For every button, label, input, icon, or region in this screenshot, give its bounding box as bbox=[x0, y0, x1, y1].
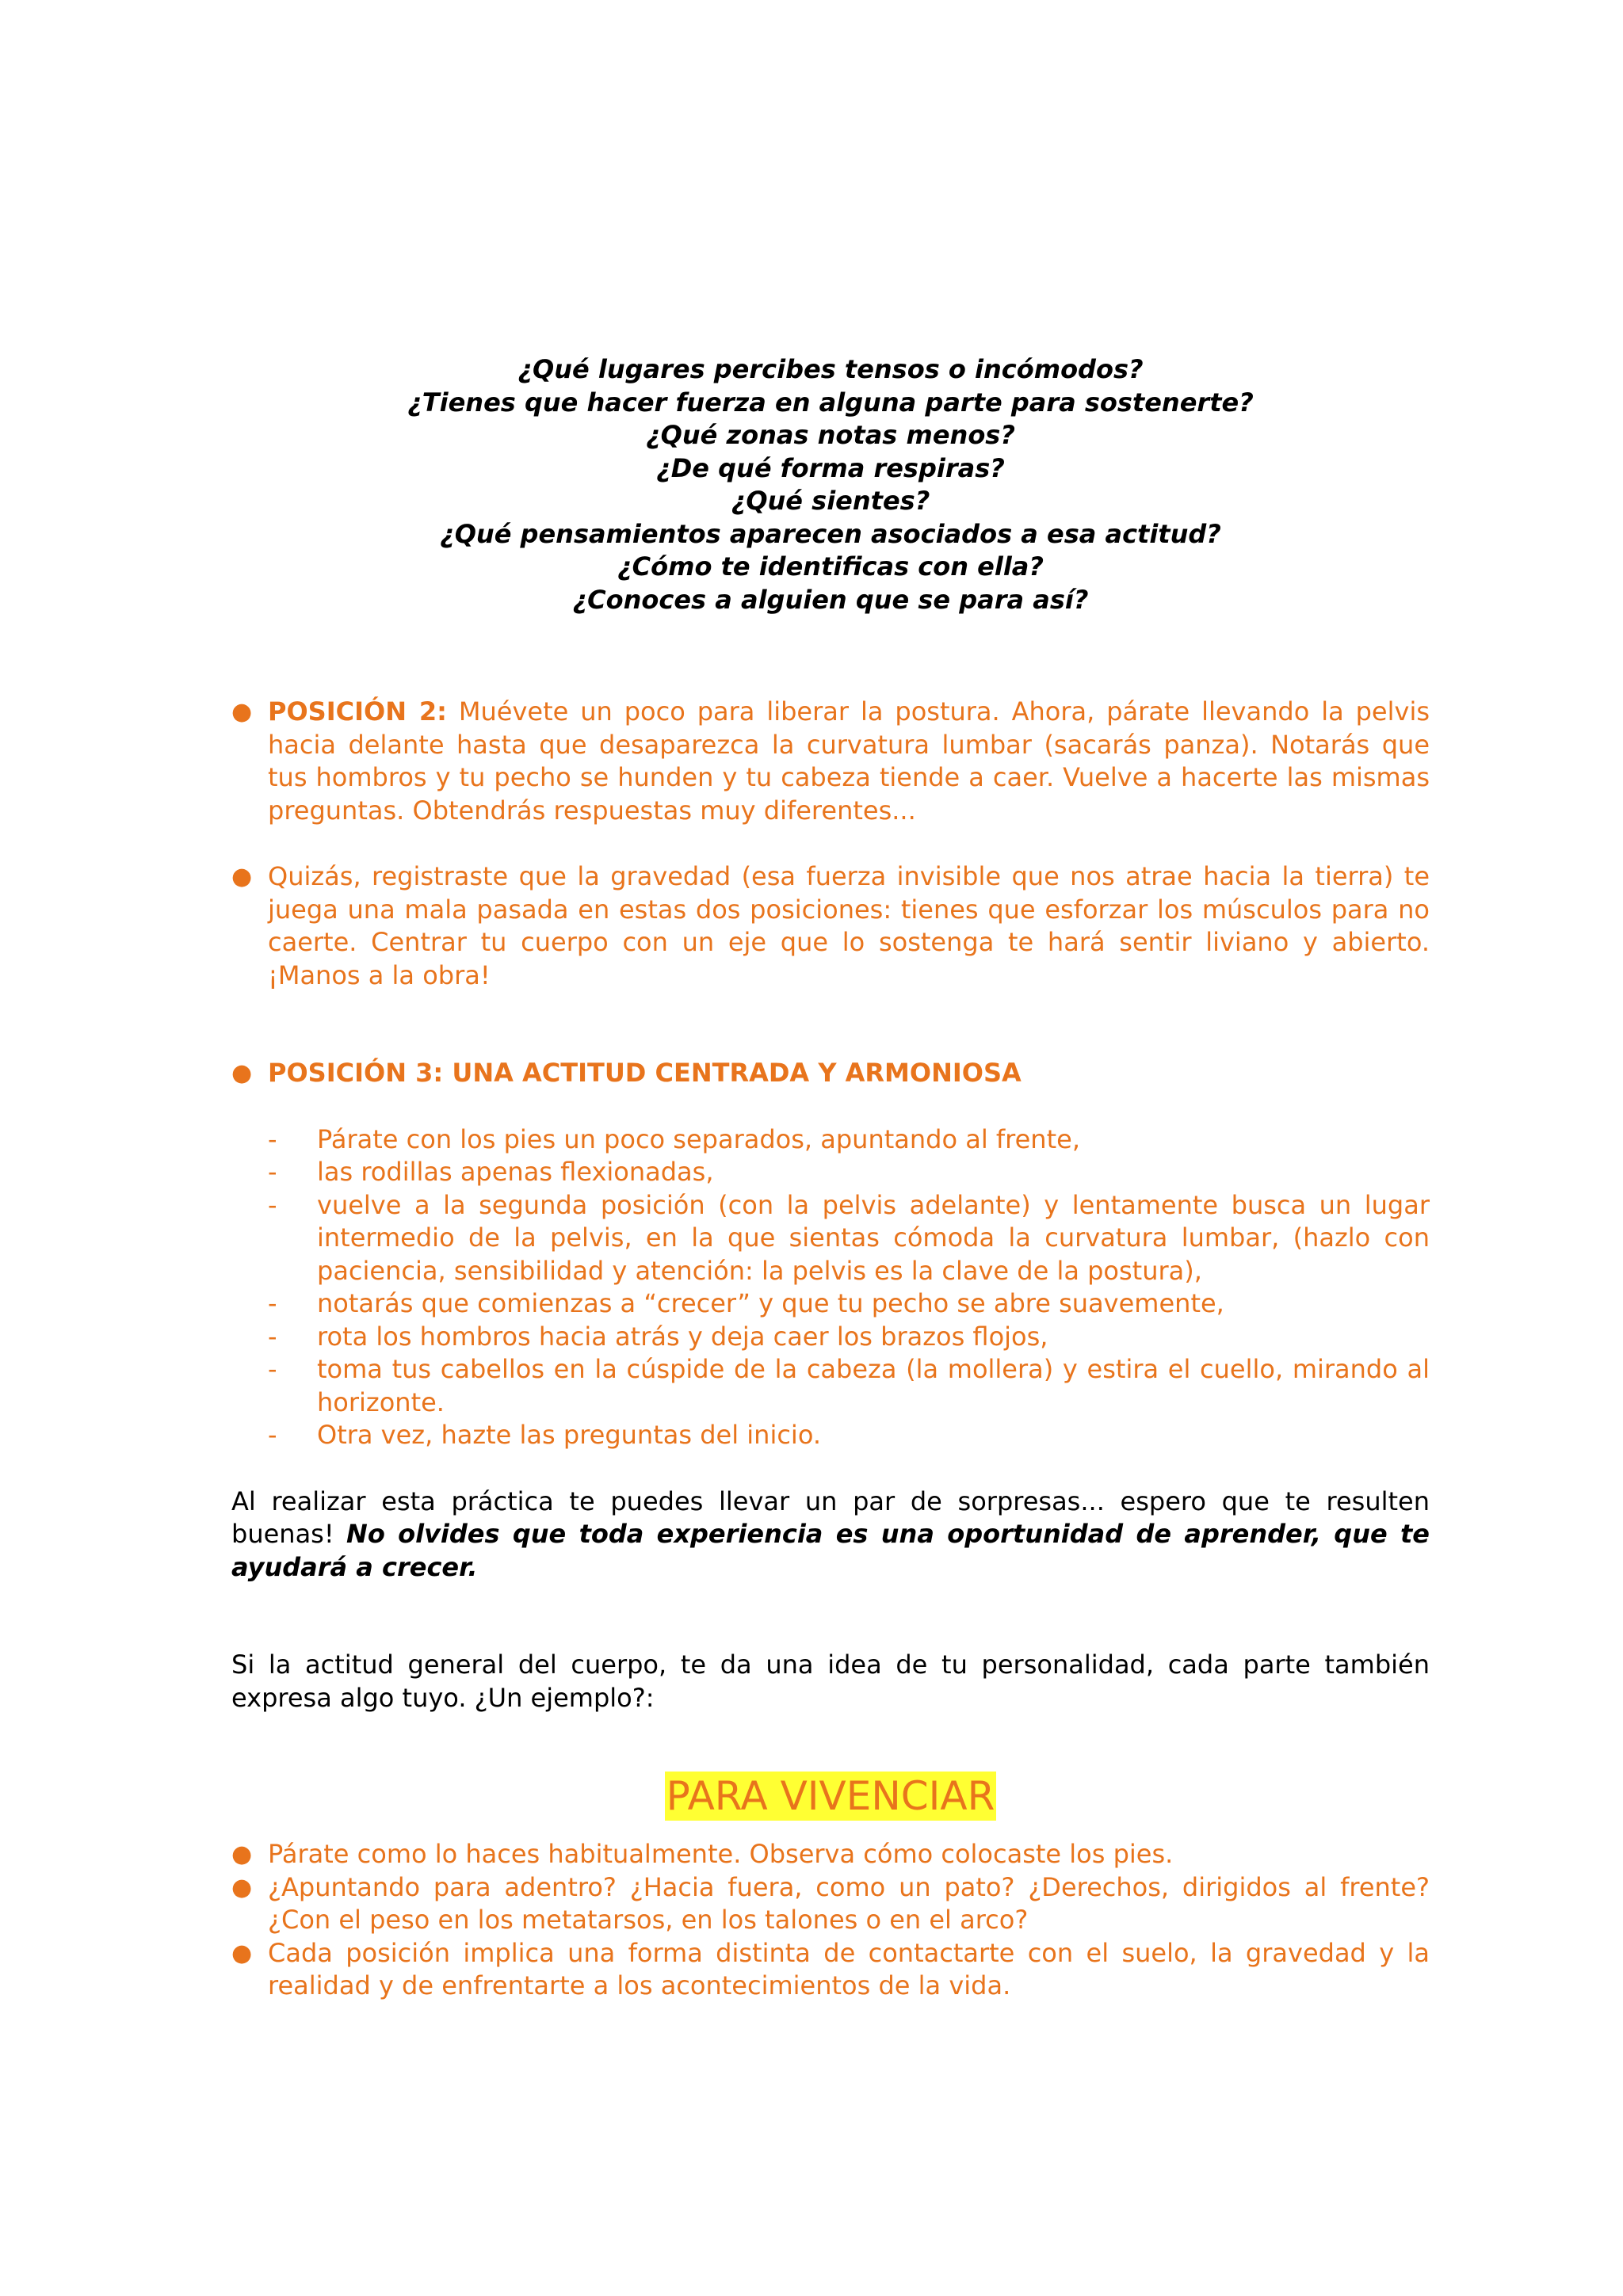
step-item: - Otra vez, hazte las preguntas del inicio. bbox=[268, 1419, 1430, 1452]
bullet-dot-icon: ● bbox=[231, 1840, 253, 1868]
question-item: ¿De qué forma respiras? bbox=[656, 452, 1005, 483]
conclusion-text: Al realizar esta práctica te puedes llevar un par de sorpresas... espero que te resulten buenas! bbox=[231, 1486, 1430, 1549]
posicion-3-bullet bbox=[231, 1057, 1430, 1090]
intro-partes-paragraph: Si la actitud general del cuerpo, te da una idea de tu personalidad, cada parte también expresa algo tuyo. ¿Un ejemplo?: bbox=[231, 1650, 1430, 1713]
page-content bbox=[231, 353, 1430, 2003]
posicion-2-label: POSICIÓN 2: bbox=[268, 696, 447, 727]
vivenciar-bullet: ● Párate como lo haces habitualmente. Observa cómo colocaste los pies. bbox=[231, 1838, 1430, 1871]
vivenciar-bullet: ● ¿Apuntando para adentro? ¿Hacia fuera, como un pato? ¿Derechos, dirigidos al frente? ¿Con el peso en los metatarsos, en los talones o en el arco? bbox=[231, 1871, 1430, 1935]
bullet-dot-icon: ● bbox=[231, 863, 253, 891]
question-item: ¿Qué pensamientos aparecen asociados a esa actitud? bbox=[440, 518, 1221, 549]
vivenciar-heading-wrap bbox=[231, 1772, 1430, 1821]
question-item: ¿Qué lugares percibes tensos o incómodos? bbox=[517, 354, 1144, 384]
step-item: - vuelve a la segunda posición (con la pelvis adelante) y lentamente busca un lugar intermedio de la pelvis, en la que sientas cómoda la curvatura lumbar, (hazlo con paciencia, sensibilidad y atención: la pelvis es la clave de la postura), bbox=[268, 1189, 1430, 1286]
reflection-questions bbox=[231, 353, 1430, 616]
vivenciar-bullet: ● Cada posición implica una forma distinta de contactarte con el suelo, la gravedad y la realidad y de enfrentarte a los acontecimientos de la vida. bbox=[231, 1937, 1430, 2000]
dash-icon: - bbox=[268, 1157, 277, 1187]
dash-icon: - bbox=[268, 1321, 277, 1352]
step-item: - notarás que comienzas a “crecer” y que tu pecho se abre suavemente, bbox=[268, 1287, 1430, 1321]
bullet-dot-icon: ● bbox=[231, 1939, 253, 1967]
question-item: ¿Qué sientes? bbox=[731, 486, 930, 516]
dash-icon: - bbox=[268, 1123, 277, 1154]
step-item: - Párate con los pies un poco separados, apuntando al frente, bbox=[268, 1123, 1430, 1157]
quizas-bullet bbox=[231, 860, 1430, 992]
question-item: ¿Conoces a alguien que se para así? bbox=[572, 584, 1089, 615]
vivenciar-bullets bbox=[231, 1838, 1430, 2003]
conclusion-emphasis: No olvides que toda experiencia es una oportunidad de aprender, que te ayudará a crecer. bbox=[231, 1519, 1430, 1582]
dash-icon: - bbox=[268, 1420, 277, 1450]
step-item: - rota los hombros hacia atrás y deja caer los brazos flojos, bbox=[268, 1321, 1430, 1354]
dash-icon: - bbox=[268, 1288, 277, 1318]
question-item: ¿Qué zonas notas menos? bbox=[646, 420, 1015, 450]
posicion-2-bullet bbox=[231, 696, 1430, 827]
step-item: - toma tus cabellos en la cúspide de la cabeza (la mollera) y estira el cuello, mirando al horizonte. bbox=[268, 1354, 1430, 1417]
dash-icon: - bbox=[268, 1354, 277, 1384]
quizas-text: Quizás, registraste que la gravedad (esa fuerza invisible que nos atrae hacia la tierra) te juega una mala pasada en estas dos posiciones: tienes que esforzar los músculos para no caerte. Centrar tu cuerpo con un eje que lo sostenga te hará sentir liviano y abierto. ¡Manos a la obra! bbox=[268, 861, 1430, 990]
posicion-3-steps bbox=[231, 1123, 1430, 1452]
posicion-2-text: Muévete un poco para liberar la postura. Ahora, párate llevando la pelvis hacia delante hasta que desaparezca la curvatura lumbar (sacarás panza). Notarás que tus hombros y tu pecho se hunden y tu cabeza tiende a caer. Vuelve a hacerte las mismas preguntas. Obtendrás respuestas muy diferentes... bbox=[268, 696, 1430, 826]
conclusion-paragraph bbox=[231, 1486, 1430, 1585]
question-item: ¿Cómo te identificas con ella? bbox=[617, 551, 1044, 582]
vivenciar-heading: PARA VIVENCIAR bbox=[666, 1773, 995, 1819]
bullet-dot-icon: ● bbox=[231, 1873, 253, 1901]
bullet-dot-icon: ● bbox=[231, 698, 253, 726]
question-item: ¿Tienes que hacer fuerza en alguna parte para sostenerte? bbox=[407, 387, 1254, 418]
posicion-3-label: POSICIÓN 3: UNA ACTITUD CENTRADA Y ARMONIOSA bbox=[268, 1058, 1022, 1088]
step-item: - las rodillas apenas flexionadas, bbox=[268, 1156, 1430, 1189]
bullet-dot-icon: ● bbox=[231, 1059, 253, 1087]
dash-icon: - bbox=[268, 1189, 277, 1220]
